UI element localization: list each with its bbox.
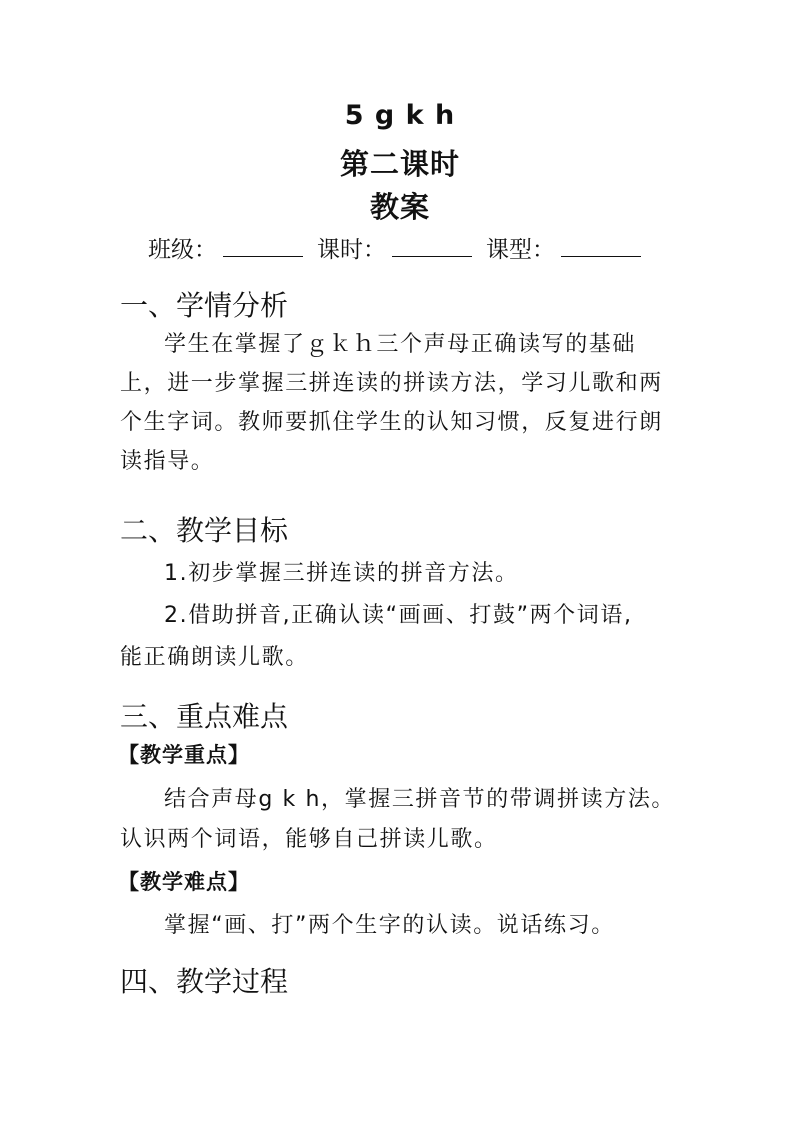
difficult-points-text: 掌握“画、打”两个生字的认读。说话练习。: [164, 913, 615, 938]
lesson-title: 5 g k h: [344, 100, 456, 131]
period-blank: [392, 236, 472, 257]
goal-1: 1.初步掌握三拼连读的拼音方法。: [164, 561, 519, 586]
key-points-line-2: 认识两个词语，能够自己拼读儿歌。: [120, 827, 498, 852]
period-field: [317, 231, 472, 264]
section-4-heading: 四、教学过程: [120, 965, 289, 998]
goal-2-line-1: 2.借助拼音,正确认读“画画、打鼓”两个词语,: [164, 603, 633, 628]
period-label: 课时：: [317, 237, 386, 263]
type-label: 课型：: [486, 237, 555, 263]
lesson-plan-title: 教案: [369, 190, 430, 224]
section-2-heading: 二、教学目标: [120, 514, 289, 547]
section-1-text: 学生在掌握了ｇｋｈ三个声母正确读写的基础上，进一步掌握三拼连读的拼读方法，学习儿歌和两个生字词。教师要抓住学生的认知习惯，反复进行朗读指导。: [120, 332, 663, 474]
class-field: [148, 231, 303, 264]
type-field: [486, 231, 641, 264]
class-label: 班级：: [148, 237, 217, 263]
type-blank: [561, 236, 641, 257]
difficult-points-label: 【教学难点】: [118, 870, 250, 894]
meta-row: [148, 231, 655, 264]
key-points-line-1: 结合声母g k h，掌握三拼音节的带调拼读方法。: [164, 787, 676, 812]
goal-2-line-2: 能正确朗读儿歌。: [120, 645, 309, 670]
section-1-heading: 一、学情分析: [120, 289, 289, 322]
class-blank: [223, 236, 303, 257]
section-3-heading: 三、重点难点: [120, 700, 289, 733]
key-points-label: 【教学重点】: [118, 743, 250, 767]
lesson-period-title: 第二课时: [339, 147, 460, 181]
